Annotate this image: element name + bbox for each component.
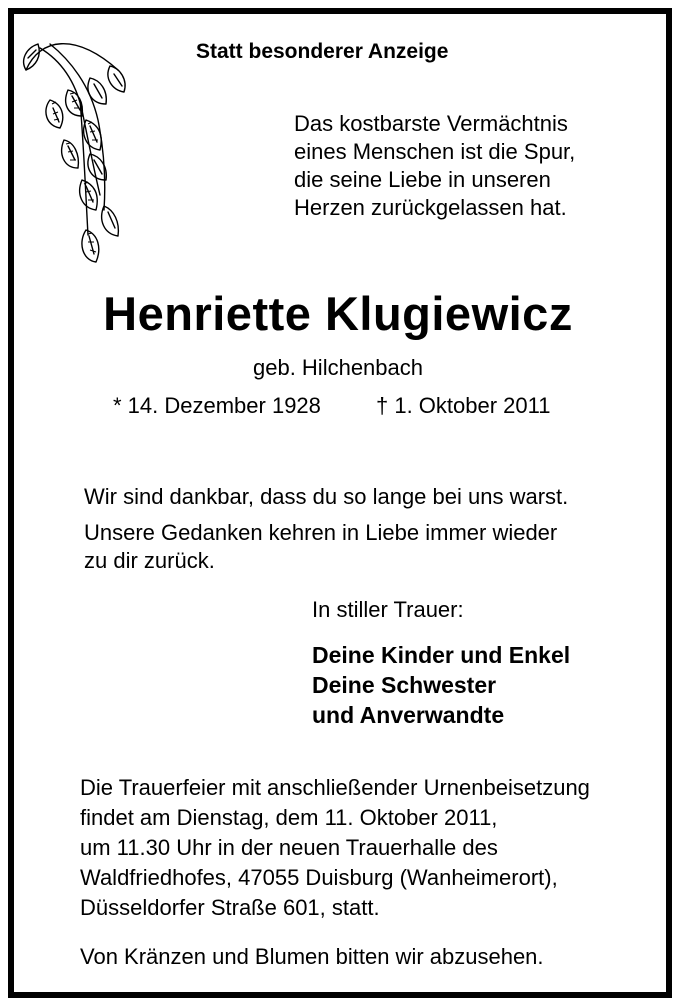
mourner-line: und Anverwandte — [312, 702, 505, 728]
funeral-line: findet am Dienstag, dem 11. Oktober 2011, — [80, 805, 498, 830]
message-line: zu dir zurück. — [84, 548, 215, 573]
funeral-line: um 11.30 Uhr in der neuen Trauerhalle des — [80, 835, 498, 860]
memorial-quote — [294, 110, 575, 222]
mourner-line: Deine Kinder und Enkel — [312, 642, 571, 668]
birth-name: geb. Hilchenbach — [252, 355, 423, 380]
funeral-line: Die Trauerfeier mit anschließender Urnenbeisetzung — [80, 775, 590, 800]
mourner-line: Deine Schwester — [312, 672, 497, 698]
birch-branch-icon — [20, 30, 132, 270]
message-line: Unsere Gedanken kehren in Liebe immer wieder — [84, 520, 558, 545]
mourners-list — [312, 640, 570, 730]
quote-line: Das kostbarste Vermächtnis — [294, 111, 568, 136]
closing-note: Von Kränzen und Blumen bitten wir abzusehen. — [80, 944, 544, 969]
deceased-name: Henriette Klugiewicz — [103, 287, 573, 340]
funeral-line: Düsseldorfer Straße 601, statt. — [80, 895, 380, 920]
farewell-message — [84, 483, 568, 575]
quote-line: eines Menschen ist die Spur, — [294, 139, 576, 164]
funeral-line: Waldfriedhofes, 47055 Duisburg (Wanheimerort), — [80, 865, 558, 890]
birth-date: * 14. Dezember 1928 — [113, 393, 321, 418]
mourning-label: In stiller Trauer: — [312, 597, 464, 622]
message-line: Wir sind dankbar, dass du so lange bei uns warst. — [84, 484, 569, 509]
quote-line: Herzen zurückgelassen hat. — [294, 195, 567, 220]
quote-line: die seine Liebe in unseren — [294, 167, 551, 192]
notice-header: Statt besonderer Anzeige — [196, 40, 449, 63]
funeral-details — [80, 773, 590, 923]
death-date: † 1. Oktober 2011 — [376, 393, 551, 418]
